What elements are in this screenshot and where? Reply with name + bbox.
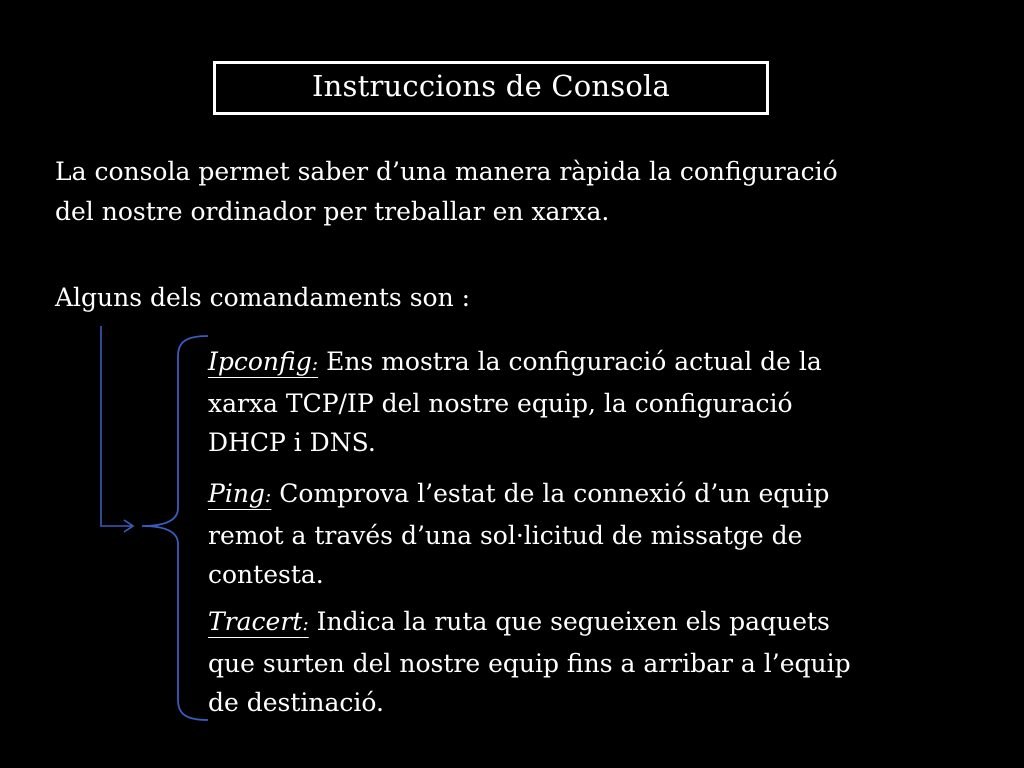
command-first-line [208, 474, 968, 516]
arrow-line [101, 326, 132, 526]
command-line: de destinació. [208, 688, 384, 717]
command-line: xarxa TCP/IP del nostre equip, la configuració [208, 389, 793, 418]
command-description-start: Ens mostra la configuració actual de la [318, 347, 822, 376]
command-first-line [208, 342, 968, 384]
command-ping [208, 474, 968, 594]
command-name: Ping: [208, 479, 272, 508]
command-line: contesta. [208, 560, 324, 589]
slide-title: Instruccions de Consola [312, 69, 670, 103]
command-colon: : [264, 485, 272, 507]
command-line: remot a través d’una sol·licitud de missatge de [208, 521, 803, 550]
curly-brace [142, 336, 208, 720]
command-tracert [208, 602, 968, 722]
command-description-start: Comprova l’estat de la connexió d’un equip [271, 479, 830, 508]
command-name: Tracert: [208, 607, 309, 636]
command-colon: : [311, 353, 319, 375]
command-first-line [208, 602, 968, 644]
command-line: DHCP i DNS. [208, 428, 376, 457]
intro-line: La consola permet saber d’una manera ràpida la configuració [55, 157, 838, 186]
command-colon: : [302, 613, 309, 635]
command-name: Ipconfig: [208, 347, 319, 376]
commands-subheading: Alguns dels comandaments son : [55, 283, 471, 312]
command-ipconfig [208, 342, 968, 462]
command-description-start: Indica la ruta que segueixen els paquets [308, 607, 830, 636]
intro-line: del nostre ordinador per treballar en xarxa. [55, 197, 610, 226]
command-line: que surten del nostre equip fins a arribar a l’equip [208, 649, 851, 678]
